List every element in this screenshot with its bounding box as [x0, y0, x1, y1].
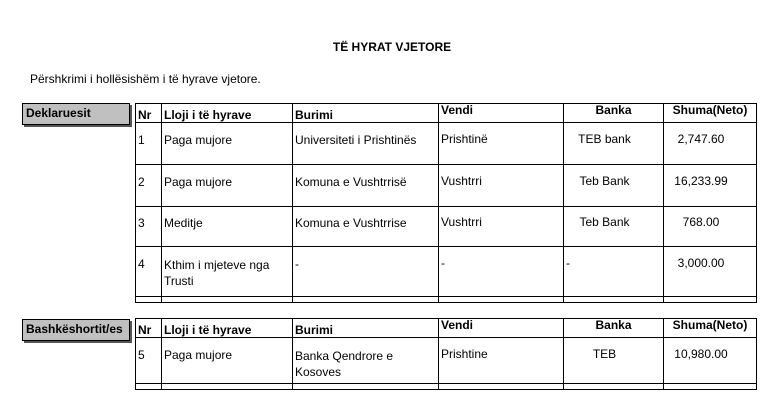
cell-source: Komuna e Vushtrrisë — [293, 165, 439, 207]
cell-nr: 4 — [136, 247, 162, 297]
cell-amount: 768.00 — [664, 207, 757, 247]
cell-country: - — [439, 247, 564, 297]
cell-type: Paga mujore — [162, 165, 293, 207]
page-title: TË HYRAT VJETORE — [332, 40, 452, 54]
cell-country: Vushtrri — [439, 207, 564, 247]
cell-amount: 3,000.00 — [664, 247, 757, 297]
table-spacer-row — [136, 384, 757, 390]
cell-amount: 10,980.00 — [664, 338, 757, 384]
col-header-type: Lloji i të hyrave — [162, 319, 293, 338]
table-row — [136, 207, 757, 247]
cell-type: Kthim i mjeteve nga Trusti — [162, 247, 293, 297]
col-header-bank: Banka — [564, 319, 664, 338]
col-header-amount: Shuma(Neto) — [664, 319, 757, 338]
cell-bank: TEB — [564, 338, 664, 384]
cell-amount: 16,233.99 — [664, 165, 757, 207]
col-header-type: Lloji i të hyrave — [162, 104, 293, 123]
table-row — [136, 247, 757, 297]
cell-source: - — [293, 247, 439, 297]
cell-amount: 2,747.60 — [664, 123, 757, 165]
col-header-nr: Nr — [136, 104, 162, 123]
cell-nr: 3 — [136, 207, 162, 247]
cell-source: Banka Qendrore e Kosoves — [293, 338, 439, 384]
section-label-declarant: Deklaruesit — [22, 103, 130, 125]
cell-bank: Teb Bank — [564, 207, 664, 247]
cell-type: Meditje — [162, 207, 293, 247]
cell-source: Universiteti i Prishtinës — [293, 123, 439, 165]
cell-country: Prishtinë — [439, 123, 564, 165]
col-header-country: Vendi — [439, 104, 564, 123]
cell-bank: Teb Bank — [564, 165, 664, 207]
income-table-spouse — [135, 318, 757, 390]
cell-nr: 1 — [136, 123, 162, 165]
col-header-amount: Shuma(Neto) — [664, 104, 757, 123]
cell-type: Paga mujore — [162, 123, 293, 165]
cell-country: Vushtrri — [439, 165, 564, 207]
table-row — [136, 123, 757, 165]
col-header-bank: Banka — [564, 104, 664, 123]
section-label-spouse: Bashkëshortit/es — [22, 319, 130, 341]
col-header-nr: Nr — [136, 319, 162, 338]
table-row — [136, 338, 757, 384]
col-header-source: Burimi — [293, 319, 439, 338]
cell-source: Komuna e Vushtrrise — [293, 207, 439, 247]
table-spacer-row — [136, 297, 757, 303]
col-header-country: Vendi — [439, 319, 564, 338]
cell-country: Prishtine — [439, 338, 564, 384]
income-table-declarant — [135, 103, 757, 303]
cell-type: Paga mujore — [162, 338, 293, 384]
table-row — [136, 165, 757, 207]
cell-bank: TEB bank — [564, 123, 664, 165]
description: Përshkrimi i hollësishëm i të hyrave vjetore. — [30, 72, 261, 86]
table-header-row — [136, 319, 757, 338]
table-header-row — [136, 104, 757, 123]
cell-nr: 2 — [136, 165, 162, 207]
cell-bank: - — [564, 247, 664, 297]
col-header-source: Burimi — [293, 104, 439, 123]
cell-nr: 5 — [136, 338, 162, 384]
